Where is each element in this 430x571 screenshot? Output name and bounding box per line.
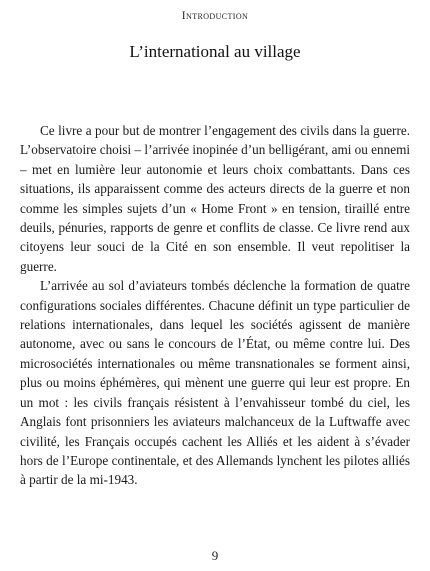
body-text [20,121,410,490]
paragraph: L’arrivée au sol d’aviateurs tombés déclenche la formation de quatre configurations sociales différentes. Chacune définit un type particulier de relations internationales, dans lequel les sociétés agissent de manière autonome, avec ou sans le concours de l’État, ou même contre lui. Des microsociétés internationales ou même transnationales se forment ainsi, plus ou moins éphémères, qui mènent une guerre qui leur est propre. En un mot : les civils français résistent à l’envahisseur tombé du ciel, les Anglais font prisonniers les aviateurs malchanceux de la Luftwaffe avec civilité, les Français occupés cachent les Alliés et les aident à s’évader hors de l’Europe continentale, et des Allemands lynchent les pilotes alliés à partir de la mi-1943. [20,278,410,488]
page-number: 9 [211,548,219,563]
paragraph: Ce livre a pour but de montrer l’engagement des civils dans la guerre. L’observatoire choisi – l’arrivée inopinée d’un belligérant, ami ou ennemi – met en lumière leur autonomie et leurs choix combattants. Dans ces situations, ils apparaissent comme des acteurs directs de la guerre et non comme les simples sujets d’un « Home Front » en tension, tiraillé entre deuils, pénuries, rapports de genre et conflits de classe. Ce livre rend aux citoyens leur souci de la Cité en son ensemble. Il veut repolitiser la guerre. [20,123,410,274]
chapter-title: L’international au village [129,42,301,61]
running-head: Introduction [181,10,249,22]
